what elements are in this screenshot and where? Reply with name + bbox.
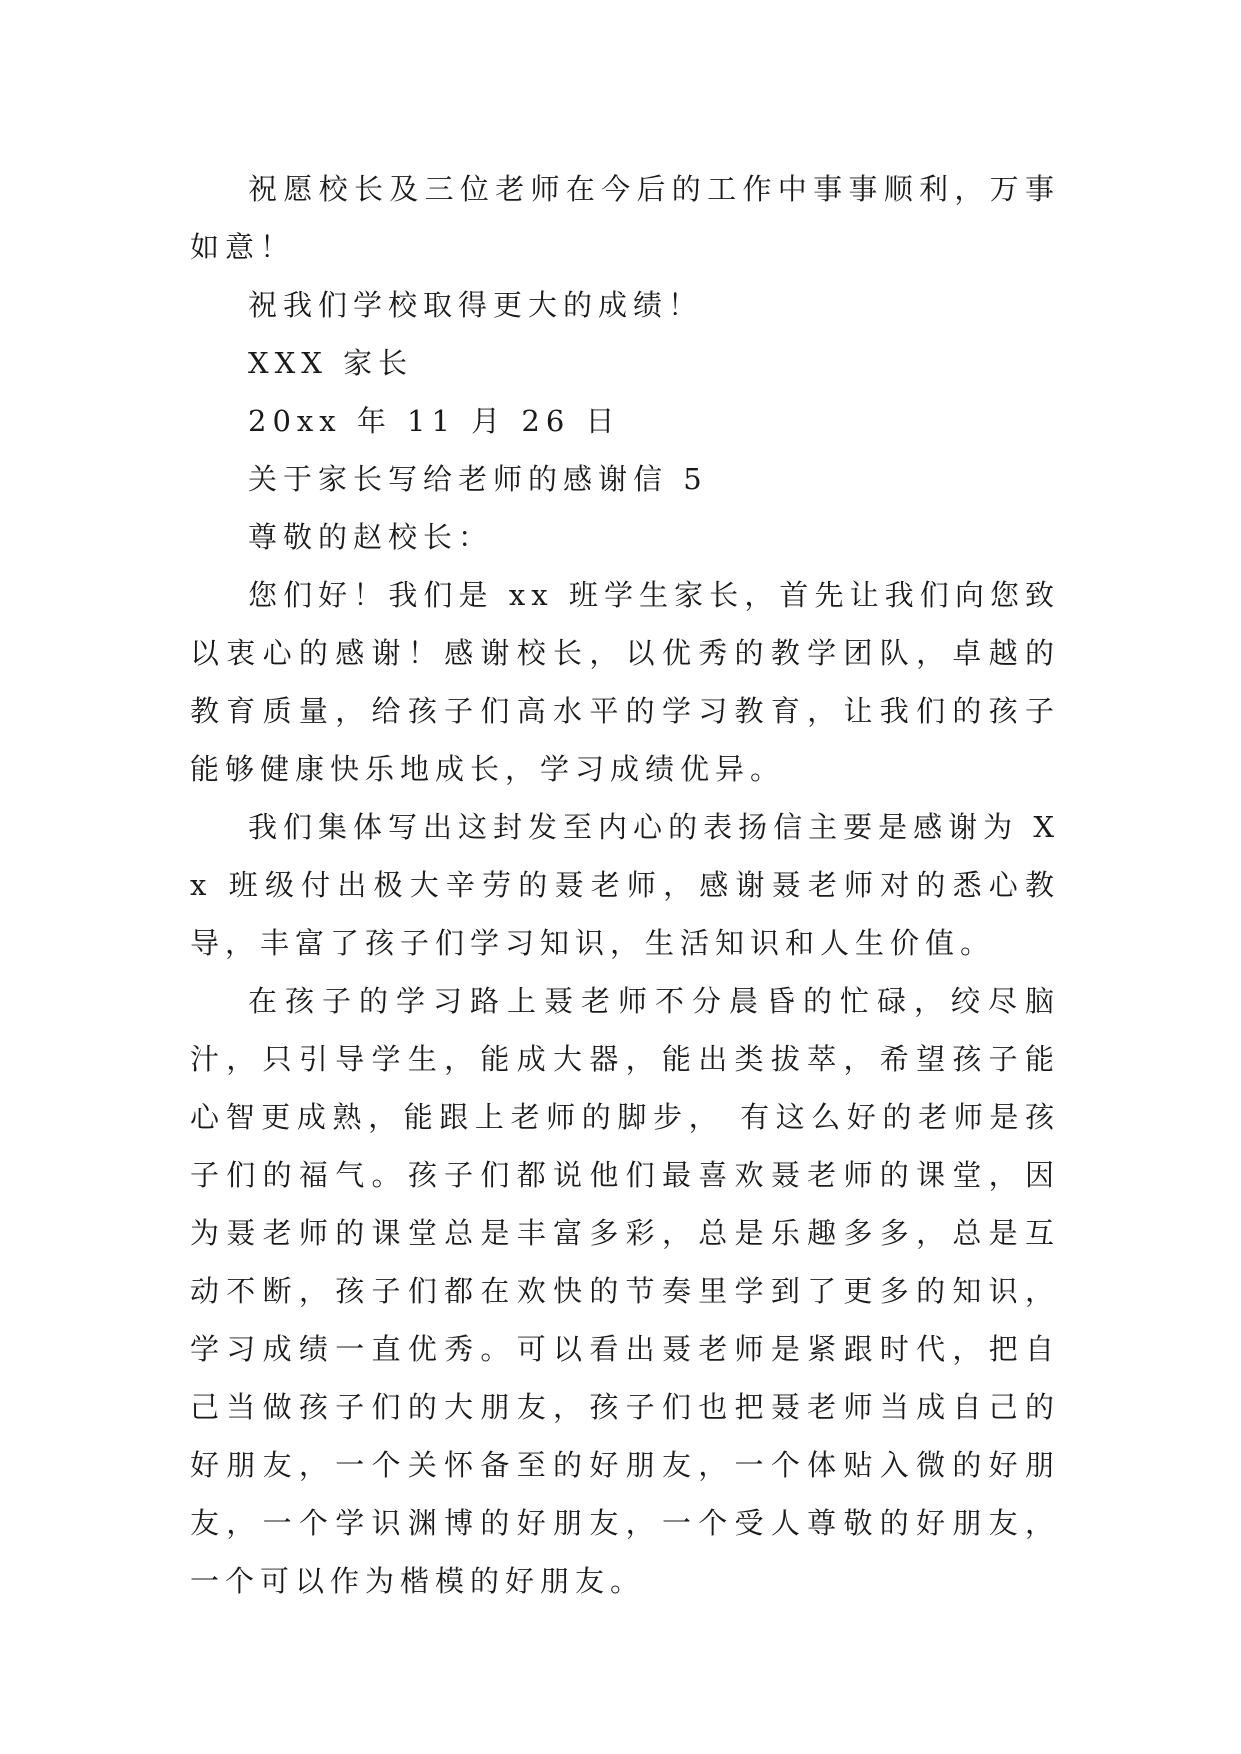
letter-body bbox=[190, 160, 1060, 1610]
salutation-line: 尊敬的赵校长： bbox=[248, 520, 494, 554]
school-wish-line: 祝我们学校取得更大的成绩！ bbox=[248, 288, 704, 322]
body-paragraph: 我们集体写出这封发至内心的表扬信主要是感谢为 Xx 班级付出极大辛劳的聂老师，感谢聂老师对的悉心教导，丰富了孩子们学习知识，生活知识和人生价值。 bbox=[190, 810, 1060, 960]
closing-wish-paragraph: 祝愿校长及三位老师在今后的工作中事事顺利，万事如意！ bbox=[190, 172, 1060, 264]
body-paragraph: 在孩子的学习路上聂老师不分晨昏的忙碌，绞尽脑汁，只引导学生，能成大器，能出类拔萃，希望孩子能心智更成熟，能跟上老师的脚步， 有这么好的老师是孩子们的福气。孩子们都说他们最喜欢聂老师的课堂，因为聂老师的课堂总是丰富多彩，总是乐趣多多，总是互动不断，孩子们都在欢快的节奏里学到了更多的知识，学习成绩一直优秀。可以看出聂老师是紧跟时代，把自己当做孩子们的大朋友，孩子们也把聂老师当成自己的好朋友，一个关怀备至的好朋友，一个体贴入微的好朋友，一个学识渊博的好朋友，一个受人尊敬的好朋友，一个可以作为楷模的好朋友。 bbox=[190, 984, 1060, 1598]
date-line: 20xx 年 11 月 26 日 bbox=[248, 404, 621, 438]
section-heading: 关于家长写给老师的感谢信 5 bbox=[248, 462, 708, 496]
body-paragraph: 您们好！我们是 xx 班学生家长，首先让我们向您致以衷心的感谢！感谢校长，以优秀的教学团队，卓越的教育质量，给孩子们高水平的学习教育，让我们的孩子能够健康快乐地成长，学习成绩优异。 bbox=[190, 578, 1060, 786]
signature-line: XXX 家长 bbox=[248, 346, 414, 380]
